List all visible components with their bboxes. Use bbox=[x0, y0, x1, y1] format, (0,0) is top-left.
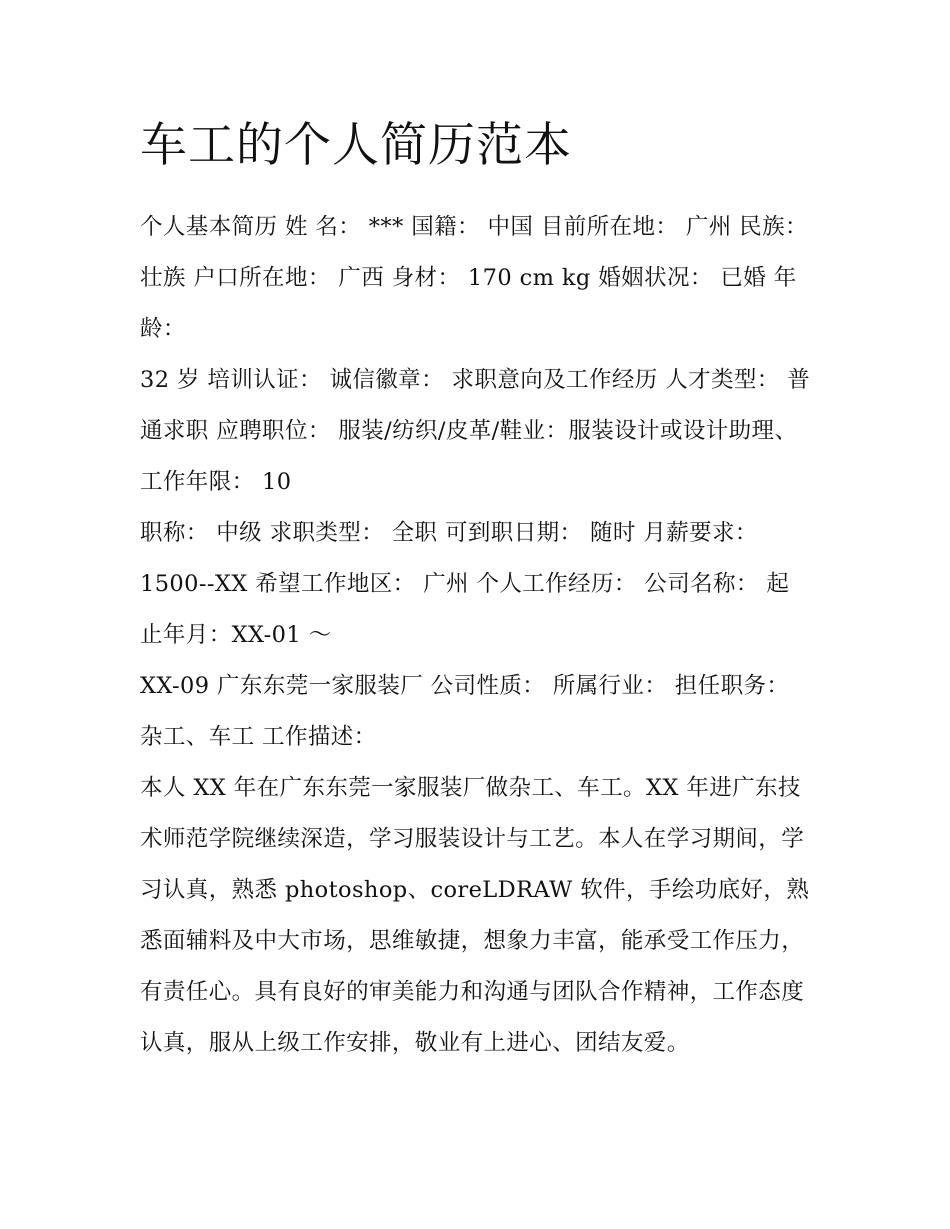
paragraph-job-requirements: 职称： 中级 求职类型： 全职 可到职日期： 随时 月薪要求： 1500--XX 希望工作地区： 广州 个人工作经历： 公司名称： 起止年月：XX-01 ～ bbox=[140, 520, 790, 648]
document-body bbox=[140, 112, 812, 1069]
paragraph-self-description: 本人 XX 年在广东东莞一家服装厂做杂工、车工。XX 年进广东技术师范学院继续深造，学习服装设计与工艺。本人在学习期间，学习认真，熟悉 photoshop、coreLDRAW 软件，手绘功底好，熟悉面辅料及中大市场，思维敏捷，想象力丰富，能承受工作压力，有责任心。具有良好的审美能力和沟通与团队合作精神，工作态度认真，服从上级工作安排，敬业有上进心、团结友爱。 bbox=[140, 775, 810, 1056]
paragraph-basic-info: 个人基本简历 姓 名： *** 国籍： 中国 目前所在地： 广州 民族： 壮族 户口所在地： 广西 身材： 170 cm kg 婚姻状况： 已婚 年龄： bbox=[140, 214, 808, 342]
paragraph-job-intention: 32 岁 培训认证： 诚信徽章： 求职意向及工作经历 人才类型： 普通求职 应聘职位： 服装/纺织/皮革/鞋业：服装设计或设计助理、 工作年限： 10 bbox=[140, 367, 811, 495]
document-title: 车工的个人简历范本 bbox=[140, 118, 572, 173]
paragraph-work-history: XX-09 广东东莞一家服装厂 公司性质： 所属行业： 担任职务： 杂工、车工 工作描述： bbox=[140, 673, 790, 750]
